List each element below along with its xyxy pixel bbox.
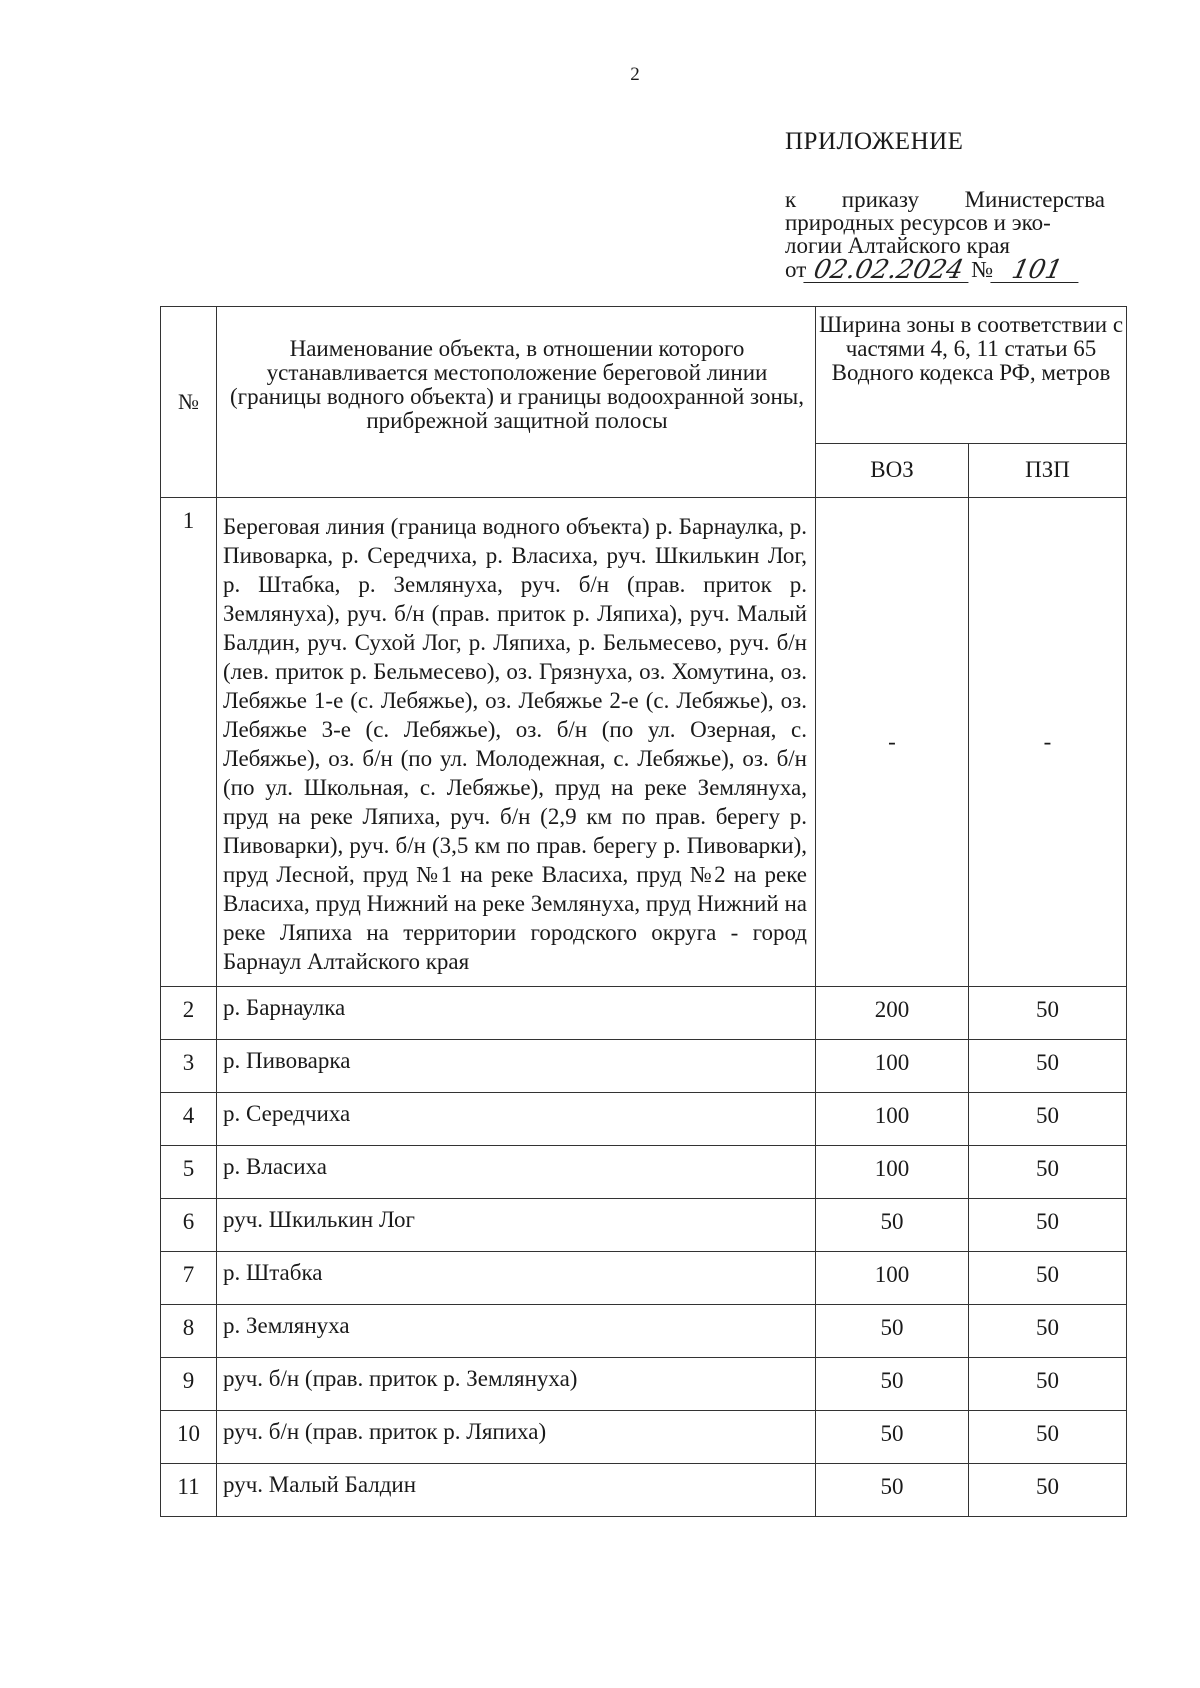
row-object-name: р. Середчиха xyxy=(217,1093,816,1146)
number-prefix: № xyxy=(971,257,994,282)
row-number: 9 xyxy=(161,1358,217,1411)
row-pzp: 50 xyxy=(969,1358,1127,1411)
header-voz: ВОЗ xyxy=(816,443,969,497)
table-row xyxy=(161,1305,1127,1358)
row-pzp: 50 xyxy=(969,1305,1127,1358)
header-row-1 xyxy=(161,307,1127,444)
row-number: 3 xyxy=(161,1040,217,1093)
row-number: 11 xyxy=(161,1464,217,1517)
row-pzp: 50 xyxy=(969,1464,1127,1517)
row-number: 8 xyxy=(161,1305,217,1358)
date-prefix: от xyxy=(785,257,807,282)
appendix-line-1 xyxy=(785,188,1105,211)
row-voz: 200 xyxy=(816,987,969,1040)
appendix-line-1-mid: приказу xyxy=(841,187,920,212)
table-body xyxy=(161,498,1127,1517)
table-row xyxy=(161,1093,1127,1146)
row-voz: 50 xyxy=(816,1358,969,1411)
appendix-line-3: логии Алтайского края xyxy=(785,233,1011,258)
order-number-handwritten: 101 xyxy=(991,258,1084,283)
table-row xyxy=(161,1040,1127,1093)
row-object-name: руч. Шкилькин Лог xyxy=(217,1199,816,1252)
row-number: 5 xyxy=(161,1146,217,1199)
row-number: 2 xyxy=(161,987,217,1040)
header-number: № xyxy=(161,307,217,498)
row-voz: 100 xyxy=(816,1252,969,1305)
header-object-name: Наименование объекта, в отношении которого устанавливается местоположение береговой линии (границы водного объекта) и границы водоохранной зоны, прибрежной защитной полосы xyxy=(217,307,816,498)
appendix-line-1-left: к xyxy=(785,187,797,212)
row-pzp: 50 xyxy=(969,1199,1127,1252)
row-pzp: 50 xyxy=(969,1146,1127,1199)
row-pzp: - xyxy=(969,498,1127,987)
row-object-name: руч. б/н (прав. приток р. Землянуха) xyxy=(217,1358,816,1411)
order-date-number xyxy=(785,257,1105,283)
row-voz: 100 xyxy=(816,1040,969,1093)
table-row xyxy=(161,1199,1127,1252)
appendix-line-1-right: Министерства xyxy=(964,187,1105,212)
row-number: 4 xyxy=(161,1093,217,1146)
row-pzp: 50 xyxy=(969,1093,1127,1146)
row-object-name: р. Барнаулка xyxy=(217,987,816,1040)
table-header xyxy=(161,307,1127,498)
row-voz: - xyxy=(816,498,969,987)
row-number: 7 xyxy=(161,1252,217,1305)
row-pzp: 50 xyxy=(969,987,1127,1040)
appendix-line-2: природных ресурсов и эко- xyxy=(785,210,1051,235)
row-pzp: 50 xyxy=(969,1252,1127,1305)
row-number: 6 xyxy=(161,1199,217,1252)
page-number: 2 xyxy=(630,64,640,85)
table-row xyxy=(161,987,1127,1040)
appendix-title: ПРИЛОЖЕНИЕ xyxy=(785,128,964,155)
row-voz: 100 xyxy=(816,1146,969,1199)
header-pzp: ПЗП xyxy=(969,443,1127,497)
row-voz: 50 xyxy=(816,1199,969,1252)
row-voz: 50 xyxy=(816,1464,969,1517)
row-object-name: р. Штабка xyxy=(217,1252,816,1305)
row-object-name: р. Власиха xyxy=(217,1146,816,1199)
row-pzp: 50 xyxy=(969,1411,1127,1464)
row-number: 10 xyxy=(161,1411,217,1464)
table-row xyxy=(161,1358,1127,1411)
row-voz: 50 xyxy=(816,1411,969,1464)
water-zones-table xyxy=(160,306,1127,1517)
row-object-name: р. Землянуха xyxy=(217,1305,816,1358)
row-voz: 100 xyxy=(816,1093,969,1146)
row-number: 1 xyxy=(161,498,217,987)
row-object-name: руч. б/н (прав. приток р. Ляпиха) xyxy=(217,1411,816,1464)
table-row xyxy=(161,498,1127,987)
row-object-name: руч. Малый Балдин xyxy=(217,1464,816,1517)
row-pzp: 50 xyxy=(969,1040,1127,1093)
row-voz: 50 xyxy=(816,1305,969,1358)
header-zone-width: Ширина зоны в соответствии с частями 4, 6, 11 статьи 65 Водного кодекса РФ, метров xyxy=(816,307,1127,444)
table-row xyxy=(161,1146,1127,1199)
appendix-reference xyxy=(785,188,1105,283)
row-object-name: р. Пивоварка xyxy=(217,1040,816,1093)
table-row xyxy=(161,1252,1127,1305)
order-date-handwritten: 02.02.2024 xyxy=(804,258,974,283)
table-row xyxy=(161,1464,1127,1517)
table-row xyxy=(161,1411,1127,1464)
row-object-name: Береговая линия (граница водного объекта) р. Барнаулка, р. Пивоварка, р. Середчиха, р. Власиха, руч. Шкилькин Лог, р. Штабка, р. Землянуха, руч. б/н (прав. приток р. Землянуха), руч. б/н (прав. приток р. Ляпиха), руч. Малый Балдин, руч. Сухой Лог, р. Ляпиха, р. Бельмесево, руч. б/н (лев. приток р. Бельмесево), оз. Грязнуха, оз. Хомутина, оз. Лебяжье 1-е (с. Лебяжье), оз. Лебяжье 2-е (с. Лебяжье), оз. Лебяжье 3-е (с. Лебяжье), оз. б/н (по ул. Озерная, с. Лебяжье), оз. б/н (по ул. Молодежная, с. Лебяжье), оз. б/н (по ул. Школьная, с. Лебяжье), пруд на реке Землянуха, пруд на реке Ляпиха, руч. б/н (2,9 км по прав. берегу р. Пивоварки), руч. б/н (3,5 км по прав. берегу р. Пивоварки), пруд Лесной, пруд №1 на реке Власиха, пруд №2 на реке Власиха, пруд Нижний на реке Землянуха, пруд Нижний на реке Ляпиха на территории городского округа - город Барнаул Алтайского края xyxy=(217,498,816,987)
appendix-header xyxy=(785,128,1105,283)
